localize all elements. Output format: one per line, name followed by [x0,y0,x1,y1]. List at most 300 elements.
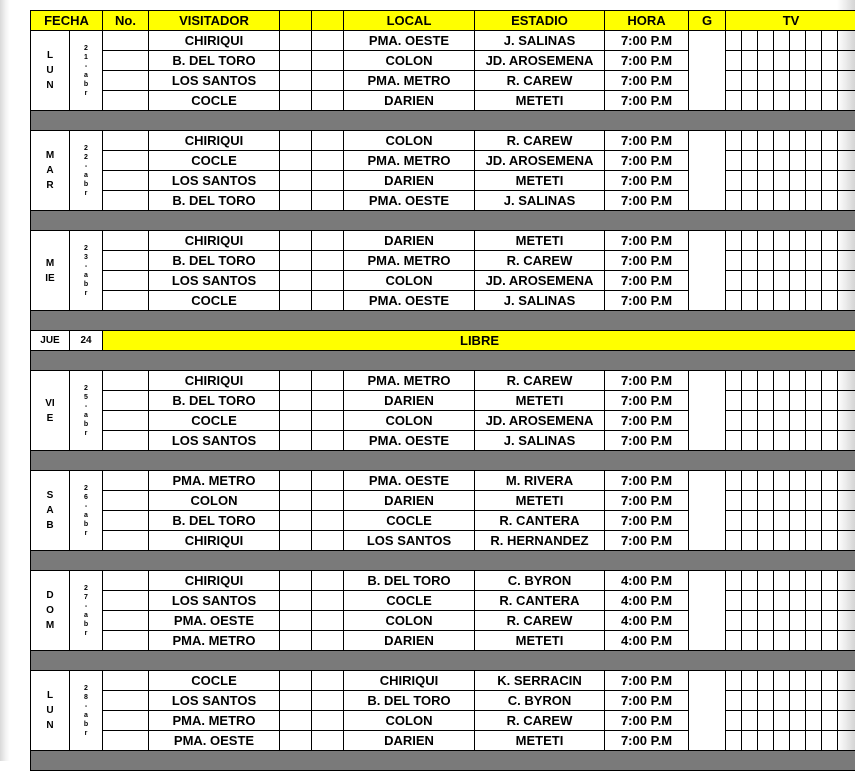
blank-cell [280,471,312,491]
time-cell: 7:00 P.M [605,71,689,91]
blank-cell [280,151,312,171]
tv-cell [822,611,838,631]
tv-cell [806,151,822,171]
day-cell [31,471,70,551]
time-cell: 7:00 P.M [605,471,689,491]
visitor-cell: CHIRIQUI [149,571,280,591]
tv-cell [838,151,855,171]
tv-cell [758,531,774,551]
tv-cell [774,411,790,431]
tv-cell [726,71,742,91]
local-cell: PMA. METRO [344,371,475,391]
day-cell [31,571,70,651]
blank-cell [312,31,344,51]
tv-cell [726,671,742,691]
tv-cell [790,691,806,711]
visitor-cell: PMA. METRO [149,631,280,651]
tv-cell [758,151,774,171]
separator-cell [31,111,855,131]
visitor-cell: CHIRIQUI [149,131,280,151]
tv-cell [806,271,822,291]
tv-cell [790,251,806,271]
g-cell [689,371,726,451]
local-cell: COLON [344,711,475,731]
tv-cell [822,591,838,611]
tv-cell [790,91,806,111]
blank-cell [312,151,344,171]
visitor-cell: COLON [149,491,280,511]
tv-cell [822,691,838,711]
tv-cell [822,51,838,71]
blank-cell [280,71,312,91]
blank-cell [312,671,344,691]
tv-cell [838,411,855,431]
tv-cell [758,171,774,191]
separator-row [31,111,855,131]
tv-cell [742,571,758,591]
tv-cell [790,571,806,591]
tv-cell [806,371,822,391]
tv-cell [838,591,855,611]
time-cell: 7:00 P.M [605,151,689,171]
date-cell [70,571,103,651]
tv-cell [758,131,774,151]
day-label: MAR [45,148,55,193]
tv-cell [742,631,758,651]
day-cell [31,131,70,211]
tv-cell [838,471,855,491]
tv-cell [758,731,774,751]
tv-cell [774,31,790,51]
table-row [31,191,855,211]
no-cell [103,491,149,511]
tv-cell [806,471,822,491]
blank-cell [312,491,344,511]
tv-cell [838,251,855,271]
tv-cell [790,631,806,651]
no-cell [103,631,149,651]
tv-cell [774,251,790,271]
time-cell: 7:00 P.M [605,671,689,691]
tv-cell [774,391,790,411]
blank-cell [280,31,312,51]
no-cell [103,731,149,751]
tv-cell [806,531,822,551]
tv-cell [758,491,774,511]
tv-cell [838,71,855,91]
visitor-cell: LOS SANTOS [149,171,280,191]
time-cell: 7:00 P.M [605,711,689,731]
tv-cell [726,711,742,731]
header-tv: TV [726,11,855,31]
tv-cell [774,171,790,191]
blank-cell [312,131,344,151]
local-cell: PMA. METRO [344,151,475,171]
tv-cell [758,371,774,391]
tv-cell [742,371,758,391]
blank-cell [280,371,312,391]
day-cell [31,231,70,311]
no-cell [103,691,149,711]
visitor-cell: LOS SANTOS [149,271,280,291]
stadium-cell: R. HERNANDEZ [475,531,605,551]
tv-cell [838,131,855,151]
tv-cell [822,631,838,651]
tv-cell [838,711,855,731]
blank-cell [280,431,312,451]
blank-cell [312,591,344,611]
tv-cell [774,531,790,551]
stadium-cell: R. CANTERA [475,511,605,531]
table-row [31,291,855,311]
visitor-cell: PMA. METRO [149,471,280,491]
table-row [31,71,855,91]
local-cell: COLON [344,411,475,431]
tv-cell [806,611,822,631]
blank-cell [312,471,344,491]
tv-cell [822,671,838,691]
blank-cell [312,91,344,111]
blank-cell [312,291,344,311]
tv-cell [726,511,742,531]
stadium-cell: R. CANTERA [475,591,605,611]
tv-cell [742,731,758,751]
stadium-cell: JD. AROSEMENA [475,151,605,171]
blank-cell [280,731,312,751]
tv-cell [806,511,822,531]
day-label: SAB [45,488,55,533]
tv-cell [742,231,758,251]
tv-cell [822,171,838,191]
tv-cell [774,591,790,611]
table-row [31,431,855,451]
tv-cell [806,571,822,591]
tv-cell [790,31,806,51]
tv-cell [790,291,806,311]
tv-cell [790,531,806,551]
tv-cell [774,571,790,591]
table-row [31,251,855,271]
date-label: 22-abr [83,144,89,198]
tv-cell [806,671,822,691]
stadium-cell: R. CAREW [475,711,605,731]
table-row [31,151,855,171]
date-label: 28-abr [83,684,89,738]
stadium-cell: K. SERRACIN [475,671,605,691]
tv-cell [806,171,822,191]
date-cell [70,231,103,311]
time-cell: 7:00 P.M [605,411,689,431]
tv-cell [790,271,806,291]
tv-cell [726,611,742,631]
visitor-cell: LOS SANTOS [149,71,280,91]
date-label: 21-abr [83,44,89,98]
tv-cell [790,151,806,171]
tv-cell [822,431,838,451]
time-cell: 4:00 P.M [605,611,689,631]
tv-cell [742,611,758,631]
day-cell [31,671,70,751]
table-row [31,391,855,411]
blank-cell [280,531,312,551]
tv-cell [806,591,822,611]
time-cell: 7:00 P.M [605,431,689,451]
tv-cell [758,251,774,271]
no-cell [103,591,149,611]
table-row [31,31,855,51]
tv-cell [726,31,742,51]
local-cell: PMA. OESTE [344,431,475,451]
tv-cell [742,51,758,71]
table-row [31,411,855,431]
day-label: DOM [45,588,55,633]
table-row [31,631,855,651]
tv-cell [774,131,790,151]
tv-cell [726,411,742,431]
tv-cell [758,511,774,531]
tv-cell [790,671,806,691]
tv-cell [758,191,774,211]
tv-cell [838,571,855,591]
local-cell: DARIEN [344,231,475,251]
no-cell [103,151,149,171]
date-label: 24 [70,331,103,351]
tv-cell [726,431,742,451]
tv-cell [726,271,742,291]
separator-row [31,351,855,371]
tv-cell [758,471,774,491]
day-row-libre [31,331,855,351]
time-cell: 4:00 P.M [605,591,689,611]
tv-cell [838,511,855,531]
tv-cell [758,411,774,431]
no-cell [103,171,149,191]
visitor-cell: CHIRIQUI [149,531,280,551]
tv-cell [726,471,742,491]
g-cell [689,571,726,651]
local-cell: DARIEN [344,171,475,191]
time-cell: 7:00 P.M [605,391,689,411]
blank-cell [280,191,312,211]
tv-cell [774,631,790,651]
g-cell [689,31,726,111]
tv-cell [742,591,758,611]
tv-cell [806,131,822,151]
table-row [31,471,855,491]
local-cell: PMA. METRO [344,251,475,271]
tv-cell [806,231,822,251]
blank-cell [312,631,344,651]
local-cell: COLON [344,131,475,151]
tv-cell [774,431,790,451]
blank-cell [280,491,312,511]
date-cell [70,31,103,111]
tv-cell [758,631,774,651]
no-cell [103,271,149,291]
tv-cell [742,71,758,91]
tv-cell [774,691,790,711]
blank-cell [280,91,312,111]
local-cell: PMA. OESTE [344,291,475,311]
tv-cell [742,411,758,431]
table-row [31,531,855,551]
tv-cell [790,231,806,251]
tv-cell [822,571,838,591]
tv-cell [774,51,790,71]
local-cell: COLON [344,271,475,291]
tv-cell [822,411,838,431]
time-cell: 7:00 P.M [605,491,689,511]
tv-cell [822,511,838,531]
tv-cell [742,91,758,111]
tv-cell [726,591,742,611]
tv-cell [806,291,822,311]
stadium-cell: J. SALINAS [475,431,605,451]
tv-cell [838,51,855,71]
tv-cell [806,431,822,451]
time-cell: 7:00 P.M [605,731,689,751]
tv-cell [822,491,838,511]
local-cell: COLON [344,51,475,71]
blank-cell [312,691,344,711]
tv-cell [742,251,758,271]
tv-cell [774,731,790,751]
time-cell: 7:00 P.M [605,371,689,391]
table-row [31,171,855,191]
tv-cell [758,31,774,51]
tv-cell [790,391,806,411]
tv-cell [822,531,838,551]
day-cell [31,371,70,451]
libre-cell: LIBRE [103,331,855,351]
visitor-cell: PMA. OESTE [149,611,280,631]
date-cell [70,671,103,751]
tv-cell [758,571,774,591]
tv-cell [758,391,774,411]
day-label: VIE [45,396,55,426]
tv-cell [742,531,758,551]
local-cell: B. DEL TORO [344,691,475,711]
tv-cell [742,291,758,311]
tv-cell [774,491,790,511]
tv-cell [726,291,742,311]
no-cell [103,411,149,431]
tv-cell [838,431,855,451]
header-estadio: ESTADIO [475,11,605,31]
stadium-cell: METETI [475,171,605,191]
stadium-cell: METETI [475,91,605,111]
visitor-cell: B. DEL TORO [149,51,280,71]
blank-cell [312,71,344,91]
local-cell: COLON [344,611,475,631]
header-blank-1 [280,11,312,31]
tv-cell [758,231,774,251]
header-visitador: VISITADOR [149,11,280,31]
separator-cell [31,451,855,471]
local-cell: PMA. OESTE [344,471,475,491]
table-row [31,611,855,631]
stadium-cell: METETI [475,231,605,251]
tv-cell [774,711,790,731]
blank-cell [280,631,312,651]
blank-cell [280,711,312,731]
stadium-cell: JD. AROSEMENA [475,411,605,431]
tv-cell [726,691,742,711]
stadium-cell: J. SALINAS [475,31,605,51]
tv-cell [758,271,774,291]
tv-cell [726,251,742,271]
tv-cell [838,191,855,211]
blank-cell [312,531,344,551]
tv-cell [742,691,758,711]
blank-cell [280,611,312,631]
visitor-cell: B. DEL TORO [149,511,280,531]
tv-cell [742,431,758,451]
visitor-cell: COCLE [149,151,280,171]
blank-cell [312,171,344,191]
time-cell: 7:00 P.M [605,271,689,291]
tv-cell [774,91,790,111]
visitor-cell: CHIRIQUI [149,231,280,251]
tv-cell [742,491,758,511]
tv-cell [806,391,822,411]
blank-cell [280,51,312,71]
no-cell [103,251,149,271]
local-cell: COCLE [344,591,475,611]
date-cell [70,131,103,211]
stadium-cell: M. RIVERA [475,471,605,491]
tv-cell [774,151,790,171]
tv-cell [726,371,742,391]
blank-cell [312,271,344,291]
visitor-cell: CHIRIQUI [149,31,280,51]
tv-cell [806,711,822,731]
tv-cell [758,91,774,111]
table-row [31,371,855,391]
g-cell [689,131,726,211]
tv-cell [806,491,822,511]
tv-cell [838,271,855,291]
tv-cell [790,171,806,191]
tv-cell [758,431,774,451]
tv-cell [806,191,822,211]
no-cell [103,511,149,531]
blank-cell [312,191,344,211]
tv-cell [806,91,822,111]
local-cell: COCLE [344,511,475,531]
blank-cell [312,251,344,271]
day-label: MIE [45,256,55,286]
g-cell [689,231,726,311]
separator-row [31,551,855,571]
tv-cell [822,251,838,271]
day-label: JUE [31,331,70,351]
tv-cell [790,731,806,751]
table-row [31,51,855,71]
blank-cell [280,511,312,531]
tv-cell [838,171,855,191]
no-cell [103,671,149,691]
no-cell [103,471,149,491]
day-label: LUN [45,48,55,93]
table-row [31,231,855,251]
tv-cell [774,511,790,531]
tv-cell [838,371,855,391]
tv-cell [806,411,822,431]
table-row [31,591,855,611]
tv-cell [742,511,758,531]
tv-cell [726,51,742,71]
